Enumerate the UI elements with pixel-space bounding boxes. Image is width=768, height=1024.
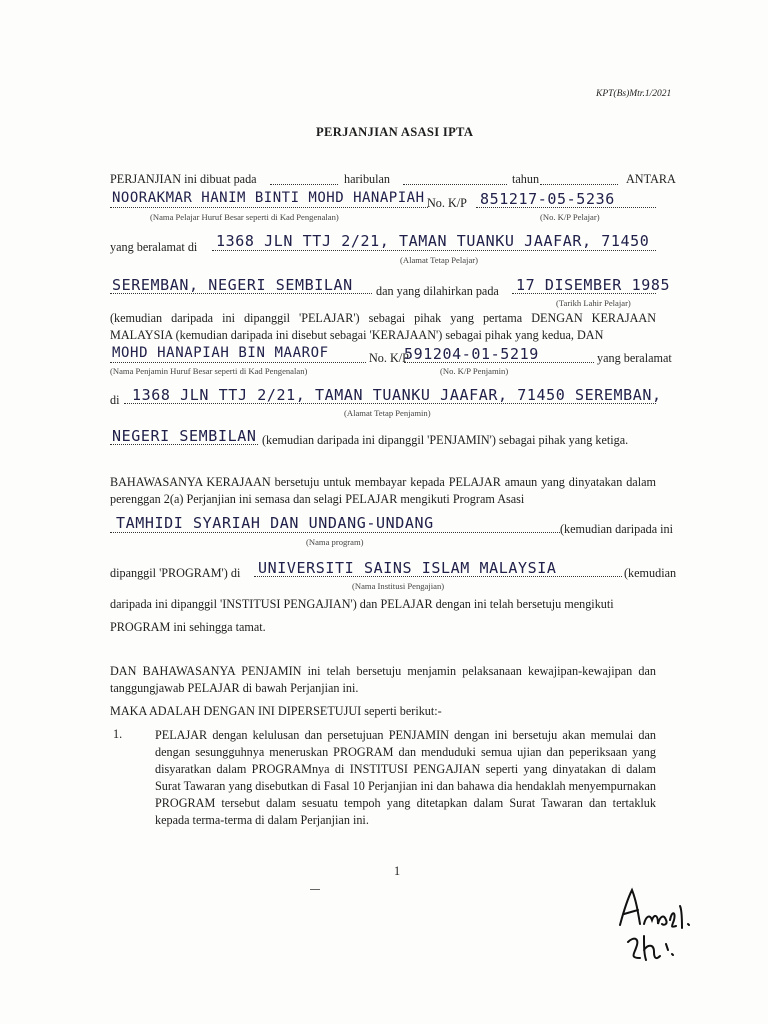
- stray-mark: [310, 889, 320, 890]
- guarantor-address-line-2: [110, 444, 258, 445]
- guarantor-suffix: yang beralamat: [597, 351, 672, 365]
- student-name-caption: (Nama Pelajar Huruf Besar seperti di Kad Pengenalan): [150, 212, 339, 222]
- guarantor-address-2: NEGERI SEMBILAN: [112, 427, 257, 445]
- intro-text-4: ANTARA: [626, 172, 676, 186]
- institution-line: [254, 576, 622, 577]
- student-address-line-2: [110, 293, 372, 294]
- student-name-line: [110, 207, 428, 208]
- program-line-3: daripada ini dipanggil 'INSTITUSI PENGAJIAN') dan PELAJAR dengan ini telah bersetuju mengikuti: [110, 597, 614, 611]
- student-kp-line: [476, 207, 656, 208]
- program-name: TAMHIDI SYARIAH DAN UNDANG-UNDANG: [116, 514, 434, 532]
- page-number: 1: [394, 864, 401, 878]
- parties-paragraph: (kemudian daripada ini dipanggil 'PELAJAR') sebagai pihak yang pertama DENGAN KERAJAAN MALAYSIA (kemudian daripada ini disebut sebagai 'KERAJAAN') sebagai pihak yang kedua, DAN: [110, 311, 656, 342]
- program-suffix: (kemudian daripada ini: [560, 522, 674, 536]
- student-kp-label: No. K/P: [427, 196, 467, 210]
- program-line-4: PROGRAM ini sehingga tamat.: [110, 620, 266, 634]
- institution-caption: (Nama Institusi Pengajian): [352, 581, 445, 591]
- program-prefix-2: dipanggil 'PROGRAM') di: [110, 566, 241, 580]
- guarantor-suffix-2: (kemudian daripada ini dipanggil 'PENJAMIN') sebagai pihak yang ketiga.: [262, 433, 629, 447]
- agreement-heading: MAKA ADALAH DENGAN INI DIPERSETUJUI seperti berikut:-: [110, 704, 442, 718]
- whereas-paragraph: BAHAWASANYA KERAJAAN bersetuju untuk membayar kepada PELAJAR amaun yang dinyatakan dalam perenggan 2(a) Perjanjian ini semasa dan selagi PELAJAR mengikuti Program Asasi: [110, 475, 656, 506]
- intro-text-1: PERJANJIAN ini dibuat pada: [110, 172, 257, 186]
- month-blank: [403, 184, 507, 185]
- institution-name: UNIVERSITI SAINS ISLAM MALAYSIA: [258, 559, 557, 577]
- guarantor-kp-line: [404, 362, 594, 363]
- student-dob: 17 DISEMBER 1985: [516, 276, 671, 294]
- guarantor-paragraph: DAN BAHAWASANYA PENJAMIN ini telah bersetuju menjamin pelaksanaan kewajipan-kewajipan dan tanggungjawab PELAJAR di bawah Perjanjian ini.: [110, 664, 656, 695]
- intro-text-3: tahun: [512, 172, 540, 186]
- guarantor-address-line-1: [124, 403, 656, 404]
- student-address-1: 1368 JLN TTJ 2/21, TAMAN TUANKU JAAFAR, 71450: [216, 232, 650, 250]
- day-blank: [270, 184, 338, 185]
- student-kp: 851217-05-5236: [480, 190, 615, 208]
- initials-signature: [600, 880, 710, 970]
- year-blank: [540, 184, 618, 185]
- program-suffix-2: (kemudian: [624, 566, 677, 580]
- student-addr-prefix: yang beralamat di: [110, 240, 198, 254]
- clause-1-number: 1.: [113, 727, 123, 741]
- student-dob-line: [512, 293, 656, 294]
- student-name: NOORAKMAR HANIM BINTI MOHD HANAPIAH: [112, 190, 425, 206]
- dob-caption: (Tarikh Lahir Pelajar): [556, 298, 631, 308]
- program-name-line: [110, 532, 560, 533]
- guarantor-name: MOHD HANAPIAH BIN MAAROF: [112, 345, 329, 361]
- guarantor-kp-caption: (No. K/P Penjamin): [440, 366, 509, 376]
- document-title: PERJANJIAN ASASI IPTA: [316, 125, 474, 139]
- guarantor-addr-caption: (Alamat Tetap Penjamin): [344, 408, 431, 418]
- guarantor-kp-label: No. K/P: [369, 351, 409, 365]
- student-address-line-1: [212, 250, 656, 251]
- born-label: dan yang dilahirkan pada: [376, 284, 499, 298]
- clause-1-text: PELAJAR dengan kelulusan dan persetujuan PENJAMIN dengan ini bersetuju akan memulai dan dengan sesungguhnya meneruskan PROGRAM dan menduduki semua ujian dan peperiksaan yang disyaratkan dalam PROGRAMnya di INSTITUSI PENGAJIAN seperti yang dinyatakan di dalam Surat Tawaran yang disebutkan di Fasal 10 Perjanjian ini dan bahawa dia hendaklah menyempurnakan PROGRAM tersebut dalam sesuatu tempoh yang ditetapkan dalam Surat Tawaran dan tertakluk kepada terma-terma di dalam Perjanjian ini.: [155, 728, 656, 827]
- form-code: KPT(Bs)Mtr.1/2021: [596, 89, 672, 99]
- student-addr-caption: (Alamat Tetap Pelajar): [400, 255, 478, 265]
- student-kp-caption: (No. K/P Pelajar): [540, 212, 600, 222]
- guarantor-name-line: [110, 362, 366, 363]
- guarantor-kp: 591204-01-5219: [404, 345, 539, 363]
- guarantor-name-caption: (Nama Penjamin Huruf Besar seperti di Kad Pengenalan): [110, 366, 308, 376]
- guarantor-di: di: [110, 393, 120, 407]
- student-address-2: SEREMBAN, NEGERI SEMBILAN: [112, 276, 353, 294]
- intro-text-2: haribulan: [344, 172, 391, 186]
- program-caption: (Nama program): [306, 537, 364, 547]
- guarantor-address-1: 1368 JLN TTJ 2/21, TAMAN TUANKU JAAFAR, 71450 SEREMBAN,: [132, 386, 662, 404]
